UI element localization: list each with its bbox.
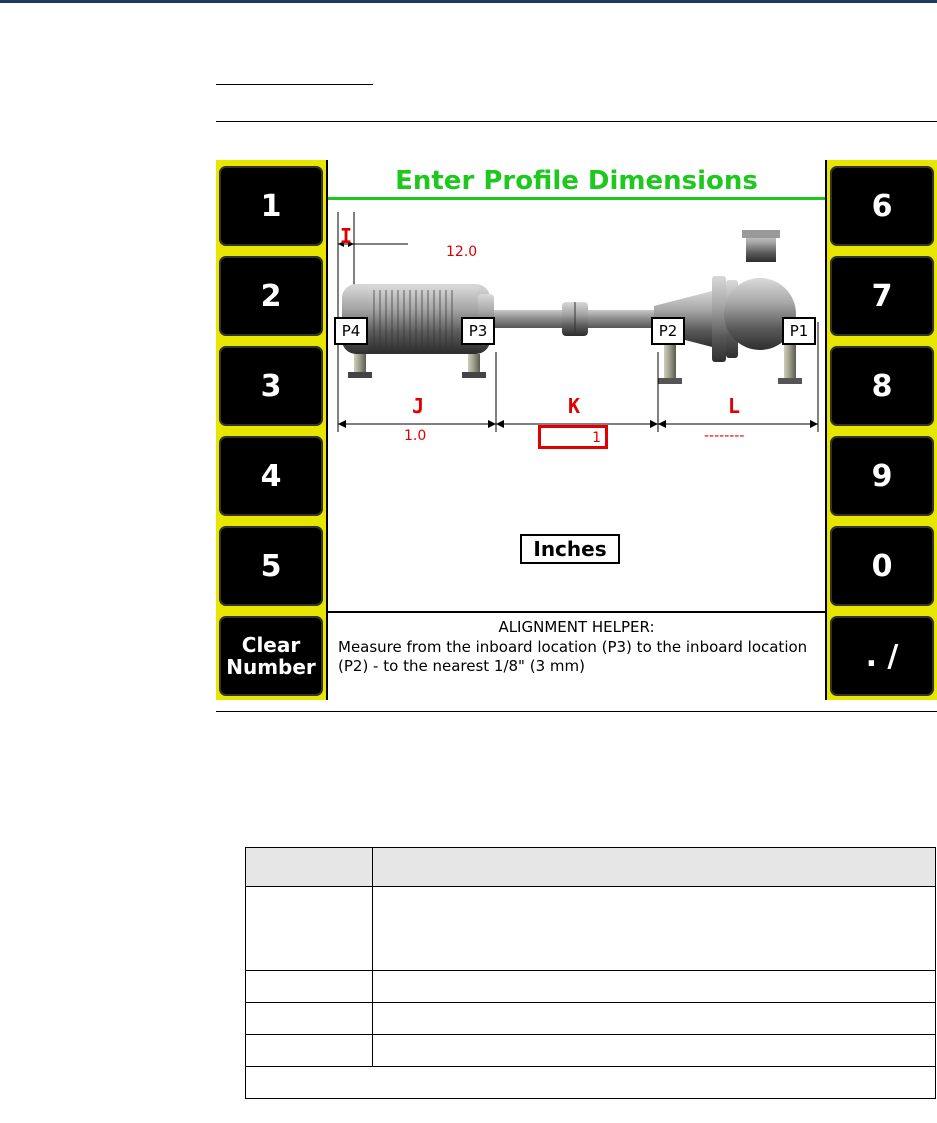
shaft-coupling-image <box>494 302 654 336</box>
table-row <box>246 887 936 971</box>
alignment-helper-text: Measure from the inboard location (P3) to the inboard location (P2) - to the nearest 1/8" (3 mm) <box>338 638 808 675</box>
point-p1-label: P1 <box>782 317 816 345</box>
decimal-slash-key[interactable]: . / <box>827 613 937 699</box>
point-p3-label: P3 <box>461 317 495 345</box>
point-p4-label: P4 <box>334 317 368 345</box>
figure-bottom-rule <box>216 711 937 712</box>
key-9[interactable]: 9 <box>827 433 937 519</box>
table-row <box>246 971 936 1003</box>
heading-underline <box>216 84 373 85</box>
table-row <box>246 1003 936 1035</box>
dim-k-label: K <box>568 394 581 418</box>
key-7[interactable]: 7 <box>827 253 937 339</box>
point-p2-label: P2 <box>651 317 685 345</box>
dim-j-label: J <box>412 394 425 418</box>
alignment-helper-title: ALIGNMENT HELPER: <box>498 618 655 636</box>
dim-l-value: -------- <box>704 428 745 444</box>
key-8[interactable]: 8 <box>827 343 937 429</box>
section-rule <box>216 121 937 122</box>
key-0[interactable]: 0 <box>827 523 937 609</box>
table-footer-row <box>246 1067 936 1099</box>
dim-j-value: 1.0 <box>404 428 427 444</box>
dim-i-label: I <box>340 224 353 248</box>
title-rule <box>328 197 825 200</box>
parameter-table <box>245 847 936 1099</box>
helper-divider <box>328 611 825 613</box>
pump-image <box>654 230 802 384</box>
profile-panel <box>326 160 827 700</box>
key-6[interactable]: 6 <box>827 163 937 249</box>
key-3[interactable]: 3 <box>216 343 326 429</box>
dim-i-value: 12.0 <box>446 244 478 260</box>
device-screen <box>216 160 937 700</box>
table-row <box>246 1035 936 1067</box>
right-keypad <box>822 160 934 700</box>
dim-k-input[interactable]: 1 <box>538 425 608 449</box>
table-header-row <box>246 848 936 887</box>
left-keypad <box>216 160 328 700</box>
key-2[interactable]: 2 <box>216 253 326 339</box>
dim-l-label: L <box>728 394 741 418</box>
key-5[interactable]: 5 <box>216 523 326 609</box>
key-4[interactable]: 4 <box>216 433 326 519</box>
clear-number-button[interactable]: Clear Number <box>216 613 326 699</box>
units-toggle-button[interactable]: Inches <box>520 534 620 564</box>
key-1[interactable]: 1 <box>216 163 326 249</box>
page-top-bar <box>0 0 937 3</box>
screen-title: Enter Profile Dimensions <box>395 166 758 196</box>
